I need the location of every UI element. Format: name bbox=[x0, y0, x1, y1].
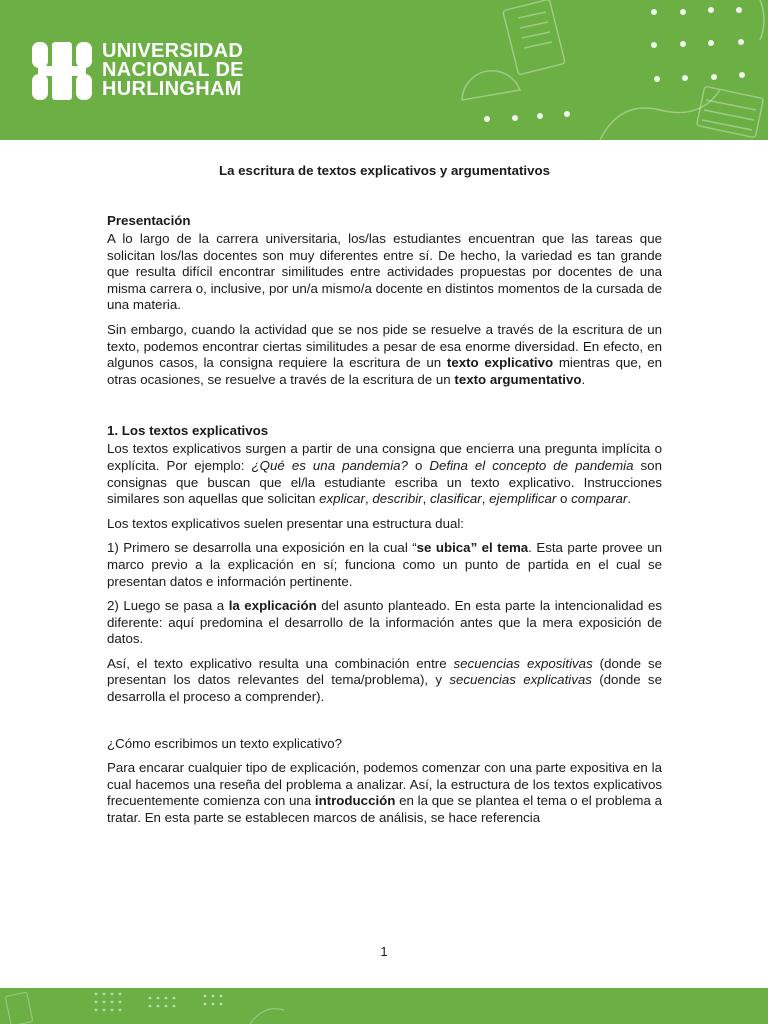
text-run: en la que se plantea el tema o el problema a tratar. En esta parte se establecen marcos de análisis, se hace referencia bbox=[107, 793, 662, 826]
document-body bbox=[107, 162, 662, 835]
body-paragraph bbox=[107, 516, 662, 533]
text-run: son consignas que buscan que el/la estudiante escriba un texto explicativo. Instrucciones similares son aquellas que solicitan bbox=[107, 457, 662, 507]
text-run: A lo largo de la carrera universitaria, los/las estudiantes encuentran que las tareas que solicitan los/las docentes son muy diferentes entre sí. De hecho, la variedad es tan grande que resulta difícil encontrar similitudes entre actividades propuestas por docentes de una misma carrera o, inclusive, por un/a mismo/a docente en distintos momentos de la cursada de una materia. bbox=[107, 231, 662, 313]
header-band bbox=[0, 0, 768, 140]
italic-text: Defina el concepto de pandemia bbox=[429, 457, 634, 473]
text-run: . bbox=[581, 371, 586, 387]
text-run: Los textos explicativos surgen a partir de una consigna que encierra una pregunta implícita o explícita. Por ejemplo: bbox=[107, 441, 662, 473]
university-name-line: NACIONAL DE bbox=[102, 59, 244, 81]
subsection-question: ¿Cómo escribimos un texto explicativo? bbox=[107, 735, 343, 751]
text-run: 1) Primero se desarrolla una exposición en la cual “ bbox=[107, 540, 417, 556]
text-run: . Esta parte provee un marco previo a la explicación en sí; funciona como un punto de partida en el cual se presentan datos e información pertinente. bbox=[107, 540, 662, 589]
text-run: , bbox=[422, 491, 430, 507]
italic-text: clasificar bbox=[429, 491, 482, 507]
italic-text: comparar bbox=[571, 491, 628, 507]
text-run: del asunto planteado. En esta parte la intencionalidad es diferente: aquí predomina el desarrollo de la información antes que la mera exposición de datos. bbox=[107, 598, 663, 647]
text-run: (donde se presentan los datos relevantes del tema/problema), y bbox=[107, 655, 663, 688]
text-run: Sin embargo, cuando la actividad que se nos pide se resuelve a través de la escritura de un texto, podemos encontrar ciertas similitudes a pesar de esa enorme diversidad. En efecto, en algunos casos, la consigna requiere la escritura de un bbox=[107, 321, 662, 371]
page-number: 1 bbox=[380, 944, 388, 959]
italic-text: secuencias explicativas bbox=[449, 672, 592, 688]
text-run: , bbox=[481, 491, 490, 507]
university-name-line: HURLINGHAM bbox=[102, 78, 242, 100]
bold-text: texto argumentativo bbox=[454, 371, 582, 387]
section-heading: Presentación bbox=[107, 213, 191, 228]
text-run: mientras que, en otras ocasiones, se resuelve a través de la escritura de un bbox=[107, 355, 662, 387]
footer-decoration bbox=[0, 988, 768, 1024]
italic-text: explicar bbox=[319, 491, 365, 507]
numbered-paragraph bbox=[107, 598, 662, 648]
bold-text: texto explicativo bbox=[446, 355, 554, 371]
text-run: o bbox=[556, 491, 572, 507]
bold-text: introducción bbox=[314, 793, 396, 809]
text-run: o bbox=[407, 457, 430, 473]
university-cross-mark-icon bbox=[32, 42, 92, 100]
text-run: Para encarar cualquier tipo de explicación, podemos comenzar con una parte expositiva en la cual hacemos una reseña del problema a analizar. Así, la estructura de los textos explicativos frecuentemente comienza con una bbox=[107, 760, 662, 809]
bold-text: se ubica” el tema bbox=[416, 540, 529, 556]
university-name bbox=[102, 42, 244, 99]
body-paragraph bbox=[107, 760, 662, 826]
footer-band bbox=[0, 988, 768, 1024]
body-paragraph bbox=[107, 231, 662, 314]
bold-text: la explicación bbox=[228, 598, 317, 614]
numbered-paragraph bbox=[107, 540, 662, 590]
text-run: . bbox=[627, 491, 632, 507]
body-paragraph bbox=[107, 441, 662, 507]
text-run: 2) Luego se pasa a bbox=[107, 598, 229, 614]
body-paragraph bbox=[107, 656, 662, 706]
body-paragraph bbox=[107, 322, 662, 388]
text-run: , bbox=[364, 491, 373, 507]
text-run: (donde se desarrolla el proceso a comprender). bbox=[107, 672, 662, 705]
text-run: Los textos explicativos suelen presentar una estructura dual: bbox=[107, 515, 465, 531]
text-run: Así, el texto explicativo resulta una combinación entre bbox=[107, 655, 454, 671]
document-title: La escritura de textos explicativos y argumentativos bbox=[218, 163, 551, 178]
decorative-outlines bbox=[462, 0, 764, 140]
university-name-line: UNIVERSIDAD bbox=[102, 40, 244, 62]
section-heading: 1. Los textos explicativos bbox=[107, 423, 269, 439]
italic-text: ¿Qué es una pandemia? bbox=[251, 457, 408, 473]
italic-text: ejemplificar bbox=[489, 491, 557, 507]
italic-text: describir bbox=[372, 491, 423, 507]
university-logo bbox=[32, 42, 244, 100]
italic-text: secuencias expositivas bbox=[453, 655, 593, 671]
